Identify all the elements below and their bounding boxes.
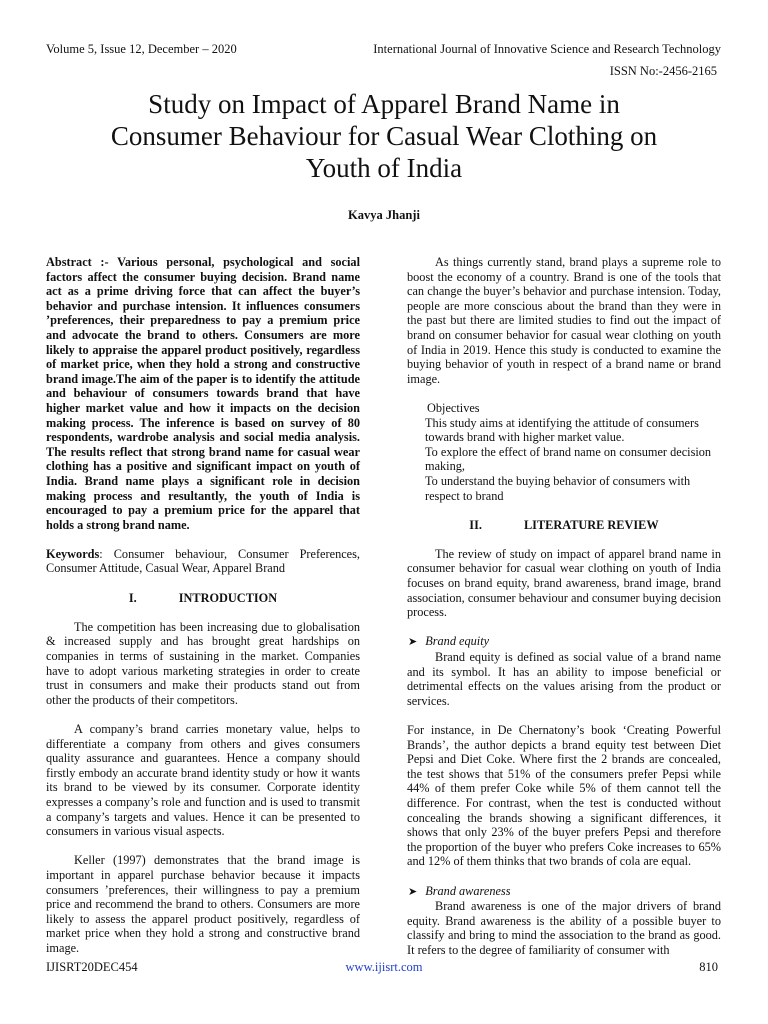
keywords [46,547,360,576]
brand-equity-paragraph: Brand equity is defined as social value of a brand name and its symbol. It has an ability to impose beneficial or detrimental effects on the values arising from the product or services. [407,650,721,708]
brand-awareness-paragraph: Brand awareness is one of the major drivers of brand equity. Brand awareness is the ability of a possible buyer to classify and bring to mind the association to the brand as good. It refers to the degree of familiarity of consumer with [407,899,721,957]
brand-equity-paragraph: For instance, in De Chernatony’s book ‘Creating Powerful Brands’, the author depicts a brand equity test between Diet Pepsi and Diet Coke. Where first the 2 brands are concealed, the test shows that 51% of the consumers prefer Pepsi while 44% of them prefer Coke while 5% of them cannot tell the difference. For contrast, when the test is conducted without concealing the brands showing a significant differences, it shows that only 23% of the buyer prefers Pepsi and therefore the proportion of the buyer who prefers Coke increases to 65% and 12% of them thinks that two brands of cola are equal. [407,723,721,869]
subheading-brand-equity [407,634,721,650]
intro-paragraph: The competition has been increasing due to globalisation & increased supply and has brought great hardships on companies in terms of sustaining in the market. Companies have to adopt various marketing strategies in order to create trust in consumers and make their products stand out from other the products of their competitors. [46,619,360,707]
section-number: II. [469,517,482,532]
objectives-label: Objectives [427,400,480,415]
section-title: LITERATURE REVIEW [523,517,659,532]
literature-intro: The review of study on impact of apparel brand name in consumer behavior for casual wear clothing on youth of India focuses on brand equity, brand awareness, brand image, brand association, consumer behaviour and consumer buying decision process. [407,546,721,620]
objective-item: To understand the buying behavior of consumers with respect to brand [425,473,691,503]
title-line: Consumer Behaviour for Casual Wear Clothing on [110,121,658,151]
paper-id: IJISRT20DEC454 [46,960,138,974]
section-heading-introduction [46,591,360,606]
abstract-label: Abstract :- [46,255,109,269]
paper-title [40,88,728,184]
title-line: Study on Impact of Apparel Brand Name in [148,89,620,119]
page-number: 810 [699,960,718,974]
intro-paragraph: A company’s brand carries monetary value, helps to differentiate a company from others and gives consumers quality assurance and guarantees. Hence a company should firstly embody an accurate brand identity study or how it wants its brand to be viewed by its consumer. Corporate identity expresses a company’s role and function and is used to transmit a company’s targets and values. Hence it can be presented to consumers in various visual aspects. [46,722,360,839]
section-title: INTRODUCTION [178,590,278,605]
volume-issue: Volume 5, Issue 12, December – 2020 [46,42,237,56]
keywords-label: Keywords [46,546,100,561]
abstract [46,255,360,532]
objective-item: To explore the effect of brand name on consumer decision making, [425,444,712,474]
intro-paragraph: Keller (1997) demonstrates that the brand image is important in apparel purchase behavior because it impacts consumers ’preferences, their willingness to pay a premium price and recommend the brand to others. Consumers are more likely to assess the apparel product positively, regardless of market price when they hold a strong and constructive brand image. [46,853,360,955]
subheading-brand-awareness [407,884,721,900]
abstract-text: Various personal, psychological and social factors affect the consumer buying decision. Brand name act as a prime driving force that can affect the buyer’s behavior and purchase intension. It influences consumers ’preferences, their preparedness to pay a premium price and advocate the brand to others. Consumers are more likely to appraise the apparel product positively, regardless of market price, when they hold a strong and constructive brand image.The aim of the paper is to identify the attitude and behaviour of consumers towards brand that have higher market value and how it impacts on the decision making process. The inference is based on survey of 80 respondents, wardrobe analysis and social media analysis. The results reflect that strong brand name for casual wear clothing has a positive and significant impact on youth of India. Brand name plays a significant role in decision making process and resultantly, the youth of India is encouraged to pay a premium price for the apparel that holds a strong brand name. [46,255,360,532]
issn: ISSN No:-2456-2165 [609,64,717,78]
title-line: Youth of India [305,153,463,183]
keywords-text: : Consumer behaviour, Consumer Preferences, Consumer Attitude, Casual Wear, Apparel Brand [46,546,360,576]
section-number: I. [128,590,137,605]
context-paragraph: As things currently stand, brand plays a supreme role to boost the economy of a country. Brand is one of the tools that can change the buyer’s behavior and purchase intension. Today, people are more conscious about the brand than they were in the past but there are limited studies to find out the impact of brand on consumer behavior for casual wear clothing on youth of India in 2019. Hence this study is conducted to examine the buying behavior of youth in respect of a brand name or brand image. [407,255,721,386]
left-column [46,255,360,956]
right-column [407,255,721,958]
subheading-label: Brand equity [425,634,490,649]
objective-item: This study aims at identifying the attitude of consumers towards brand with higher market value. [425,415,699,445]
author-name: Kavya Jhanji [348,208,420,222]
section-heading-literature-review [407,518,721,533]
journal-website-link[interactable]: www.ijisrt.com [345,960,423,974]
subheading-label: Brand awareness [425,883,511,898]
arrow-bullet-icon: ➤ [408,636,418,649]
arrow-bullet-icon: ➤ [408,885,418,898]
journal-name: International Journal of Innovative Science and Research Technology [373,42,721,56]
